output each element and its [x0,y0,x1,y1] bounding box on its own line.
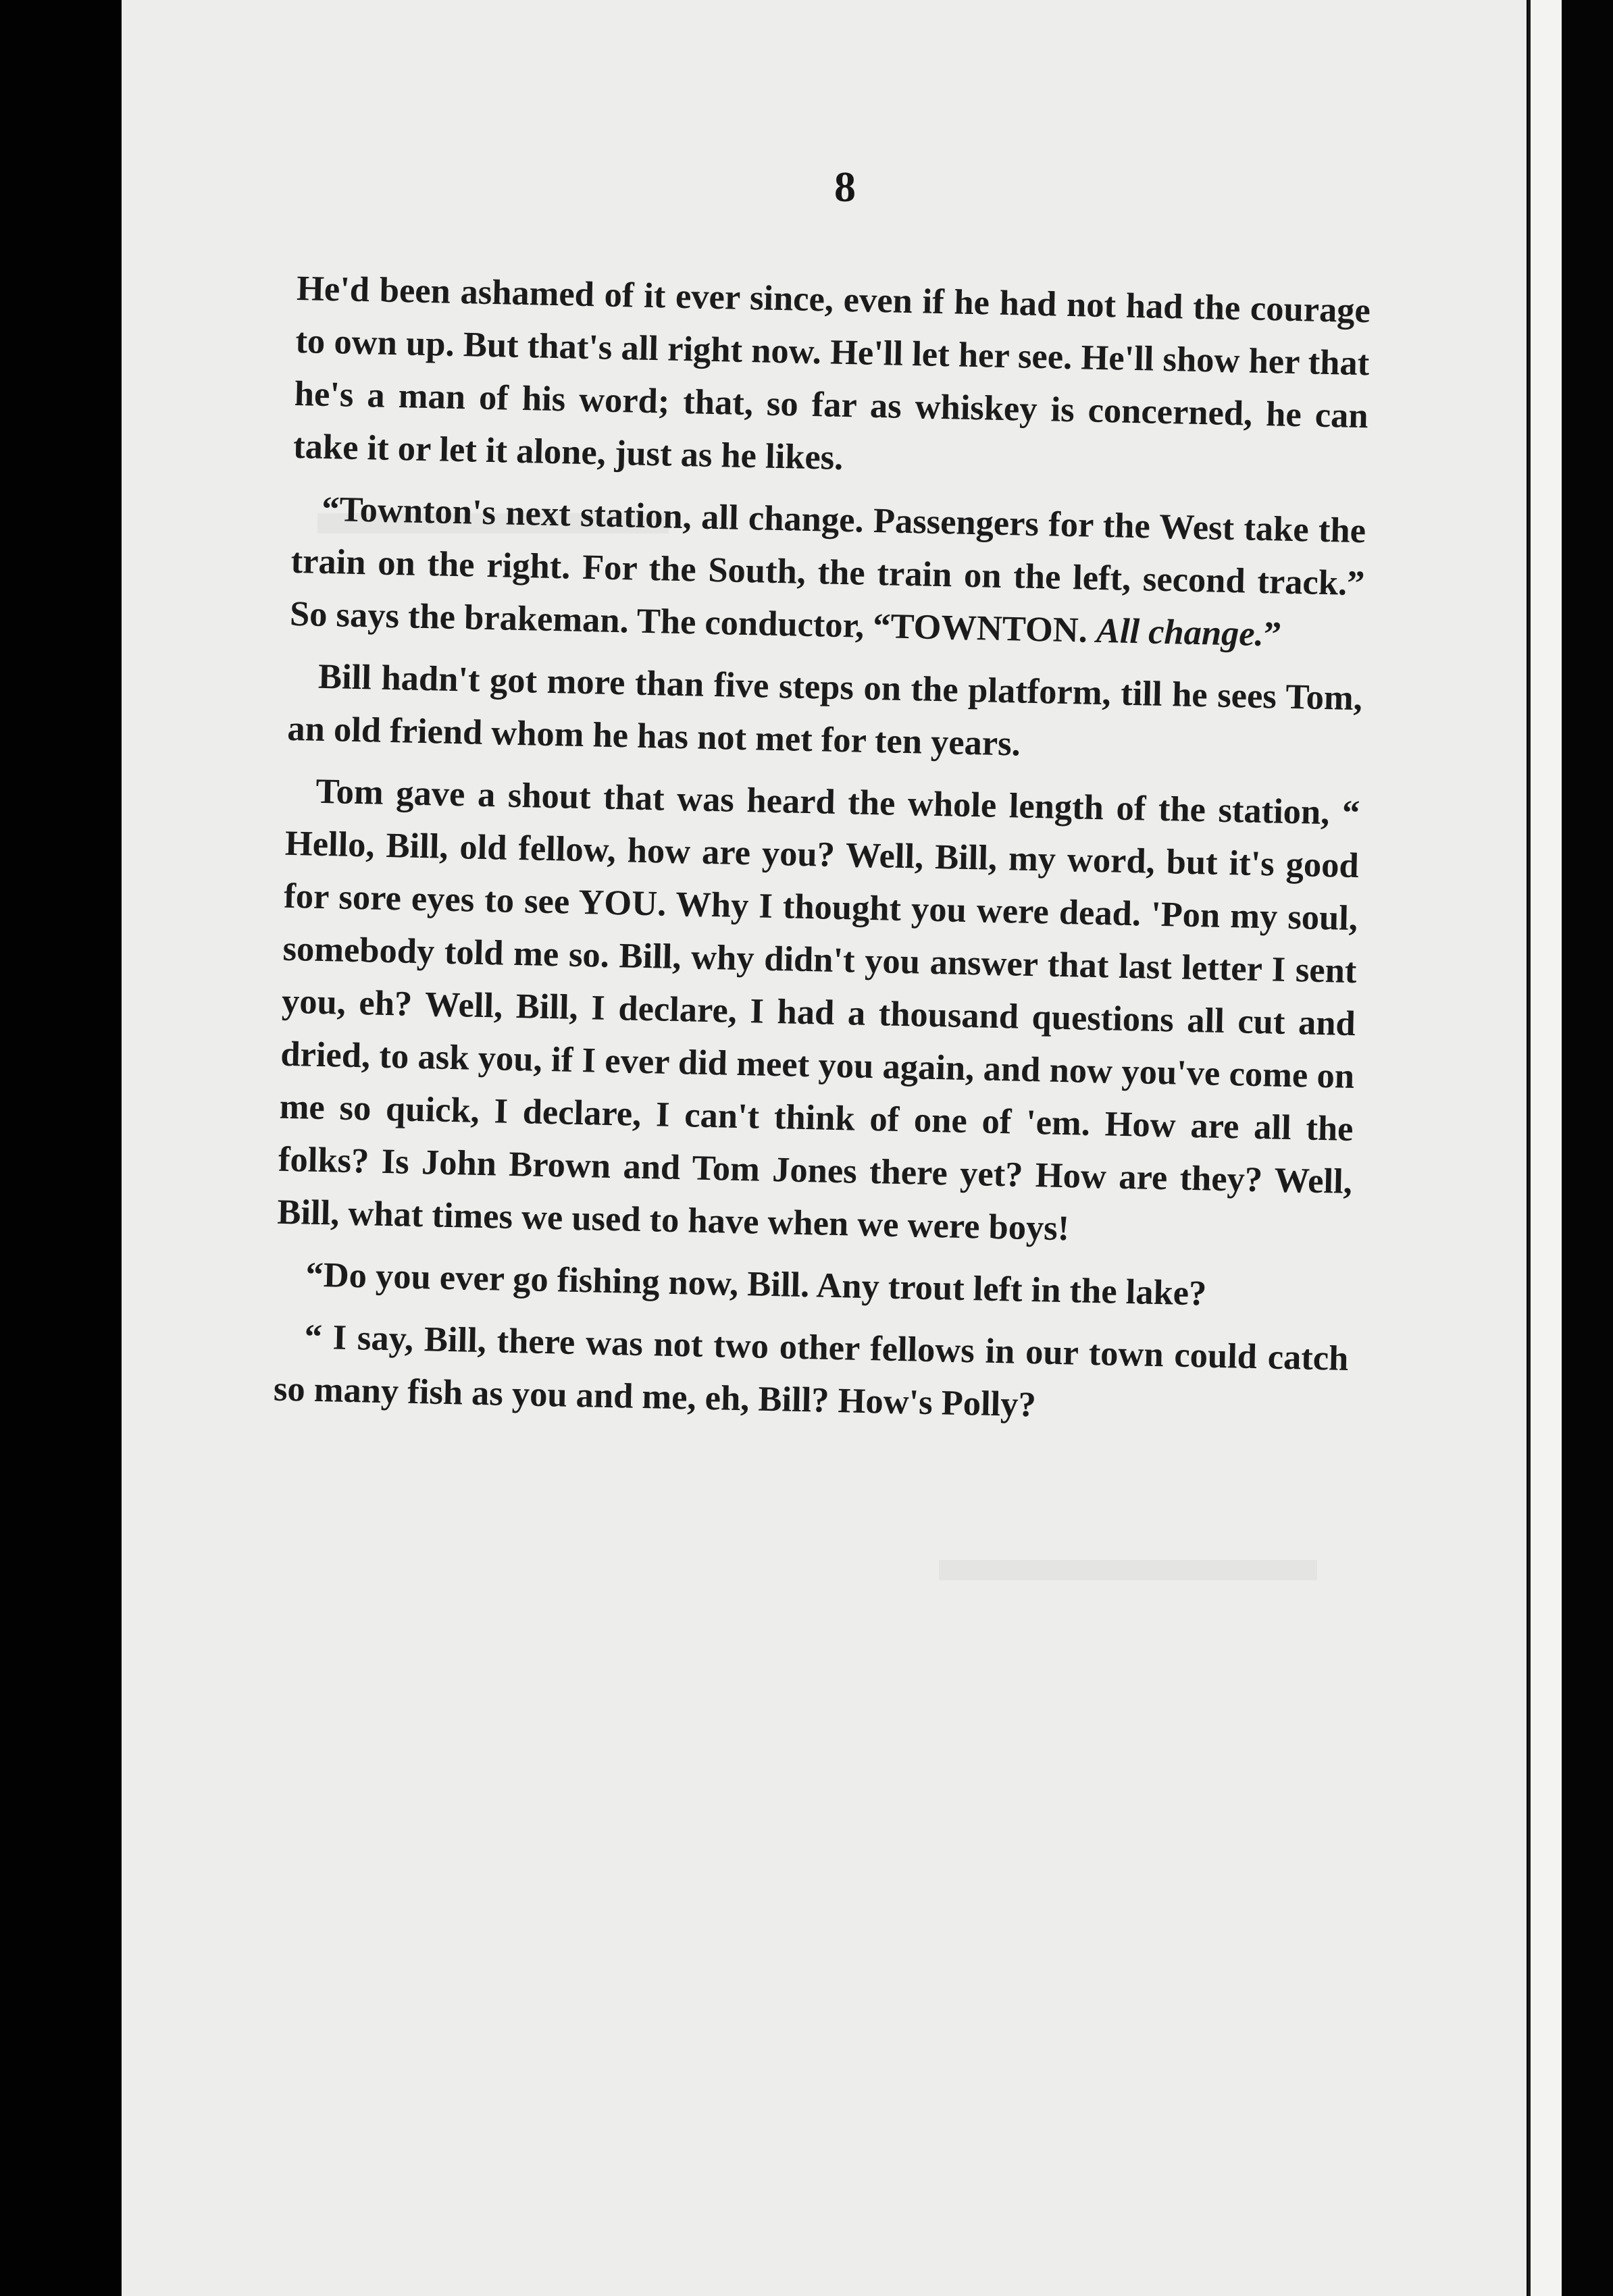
paragraph: Tom gave a shout that was heard the whole length of the station, “ Hello, Bill, old fellow, how are you? Well, Bill, my word, but it's good for sore eyes to see YOU. Why I thought you were dead. 'Pon my soul, somebody told me so. Bill, why didn't you answer that last letter I sent you, eh? Well, Bill, I declare, I had a thousand questions all cut and dried, to ask you, if I ever did meet you again, and now you've come on me so quick, I declare, I can't think of one of 'em. How are all the folks? Is John Brown and Tom Jones there yet? How are they? Well, Bill, what times we used to have when we were boys! [276,771,1360,1249]
paragraph: Bill hadn't got more than five steps on the platform, till he sees Tom, an old friend whom he has not met for ten years. [286,656,1363,764]
paragraph [289,482,1366,662]
paragraph-text: ” [1263,615,1282,654]
paragraph: He'd been ashamed of it ever since, even if he had not had the courage to own up. But that's all right now. He'll let her see. He'll show her that he's a man of his word; that, so far as whiskey is concerned, he can take it or let it alone, just as he likes. [292,268,1371,477]
paragraph: “Do you ever go fishing now, Bill. Any trout left in the lake? [305,1255,1207,1313]
scan-left-margin [0,0,122,2296]
body-text [273,262,1371,1447]
paragraph-italic-text: All change. [1096,610,1264,654]
show-through-bleed [939,1560,1317,1580]
scan-right-edge [1562,0,1613,2296]
paragraph: “ I say, Bill, there was not two other fellows in our town could catch so many fish as you and me, eh, Bill? How's Polly? [273,1317,1349,1425]
page-number: 8 [834,163,856,211]
page-fold-edge [1528,0,1564,2296]
paragraph-text: “Townton's next station, all change. Passengers for the West take the train on the right. For the South, the train on the left, second track.” So says the brakeman. The conductor, “TOWNTON. [289,489,1366,650]
